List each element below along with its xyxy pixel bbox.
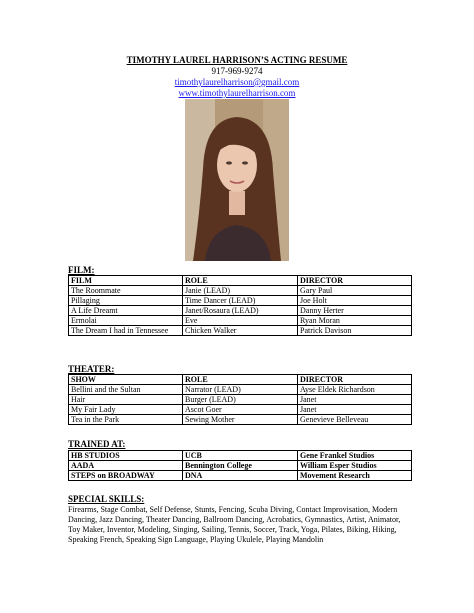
table-row — [69, 385, 412, 395]
table-row — [69, 316, 412, 326]
table-row — [69, 296, 412, 306]
table-cell: Burger (LEAD) — [183, 395, 298, 405]
column-header: DIRECTOR — [298, 375, 412, 385]
resume-header — [0, 55, 474, 99]
theater-section-title: THEATER: — [68, 364, 115, 374]
column-header: ROLE — [183, 375, 298, 385]
table-header-row — [69, 276, 412, 286]
table-cell: Sewing Mother — [183, 415, 298, 425]
table-cell: DNA — [183, 471, 298, 481]
table-cell: Genevieve Belleveau — [298, 415, 412, 425]
theater-table — [68, 374, 412, 425]
table-cell: The Roommate — [69, 286, 183, 296]
headshot-photo — [185, 99, 289, 261]
table-cell: Time Dancer (LEAD) — [183, 296, 298, 306]
table-cell: My Fair Lady — [69, 405, 183, 415]
table-cell: Janet — [298, 395, 412, 405]
table-cell: Bellini and the Sultan — [69, 385, 183, 395]
table-header-row — [69, 375, 412, 385]
table-row — [69, 451, 412, 461]
table-row — [69, 415, 412, 425]
table-row — [69, 306, 412, 316]
table-row — [69, 326, 412, 336]
table-cell: Bennington College — [183, 461, 298, 471]
website-link[interactable]: www.timothylaurelharrison.com — [178, 88, 296, 98]
film-table — [68, 275, 412, 336]
table-cell: STEPS on BROADWAY — [69, 471, 183, 481]
film-section-title: FILM: — [68, 265, 95, 275]
table-cell: William Esper Studios — [298, 461, 412, 471]
table-cell: Tea in the Park — [69, 415, 183, 425]
column-header: FILM — [69, 276, 183, 286]
table-cell: Danny Herter — [298, 306, 412, 316]
table-cell: HB STUDIOS — [69, 451, 183, 461]
table-cell: Movement Research — [298, 471, 412, 481]
column-header: ROLE — [183, 276, 298, 286]
table-cell: Ascot Goer — [183, 405, 298, 415]
training-table — [68, 450, 412, 481]
table-cell: Janie (LEAD) — [183, 286, 298, 296]
column-header: DIRECTOR — [298, 276, 412, 286]
table-cell: Ryan Moran — [298, 316, 412, 326]
table-cell: A Life Dreamt — [69, 306, 183, 316]
phone-number: 917-969-9274 — [211, 66, 263, 76]
table-cell: UCB — [183, 451, 298, 461]
table-row — [69, 471, 412, 481]
table-cell: The Dream I had in Tennessee — [69, 326, 183, 336]
skills-section-title: SPECIAL SKILLS: — [68, 494, 145, 504]
table-cell: Joe Holt — [298, 296, 412, 306]
column-header: SHOW — [69, 375, 183, 385]
table-cell: Ermolai — [69, 316, 183, 326]
table-row — [69, 286, 412, 296]
trained-section-title: TRAINED AT: — [68, 439, 126, 449]
table-cell: Narrator (LEAD) — [183, 385, 298, 395]
resume-title: TIMOTHY LAUREL HARRISON’S ACTING RESUME — [126, 55, 348, 65]
table-cell: Gary Paul — [298, 286, 412, 296]
table-cell: Ayse Eldek Richardson — [298, 385, 412, 395]
table-cell: Chicken Walker — [183, 326, 298, 336]
table-row — [69, 395, 412, 405]
table-cell: Eve — [183, 316, 298, 326]
table-cell: Hair — [69, 395, 183, 405]
table-row — [69, 461, 412, 471]
table-cell: AADA — [69, 461, 183, 471]
table-cell: Janet/Rosaura (LEAD) — [183, 306, 298, 316]
table-cell: Janet — [298, 405, 412, 415]
table-cell: Patrick Davison — [298, 326, 412, 336]
table-cell: Gene Frankel Studios — [298, 451, 412, 461]
skills-text: Firearms, Stage Combat, Self Defense, Stunts, Fencing, Scuba Diving, Contact Improvisation, Modern Dancing, Jazz Dancing, Theater Dancing, Ballroom Dancing, Acrobatics, Gymnastics, Artist, Animator, Toy Maker, Inventor, Modeling, Singing, Sailing, Tennis, Soccer, Track, Yoga, Pilates, Biking, Hiking, Speaking French, Speaking Sign Language, Playing Ukulele, Playing Mandolin — [68, 505, 401, 544]
email-link[interactable]: timothylaurelharrison@gmail.com — [174, 77, 300, 87]
headshot-illustration — [185, 99, 289, 261]
table-cell: Pillaging — [69, 296, 183, 306]
table-row — [69, 405, 412, 415]
